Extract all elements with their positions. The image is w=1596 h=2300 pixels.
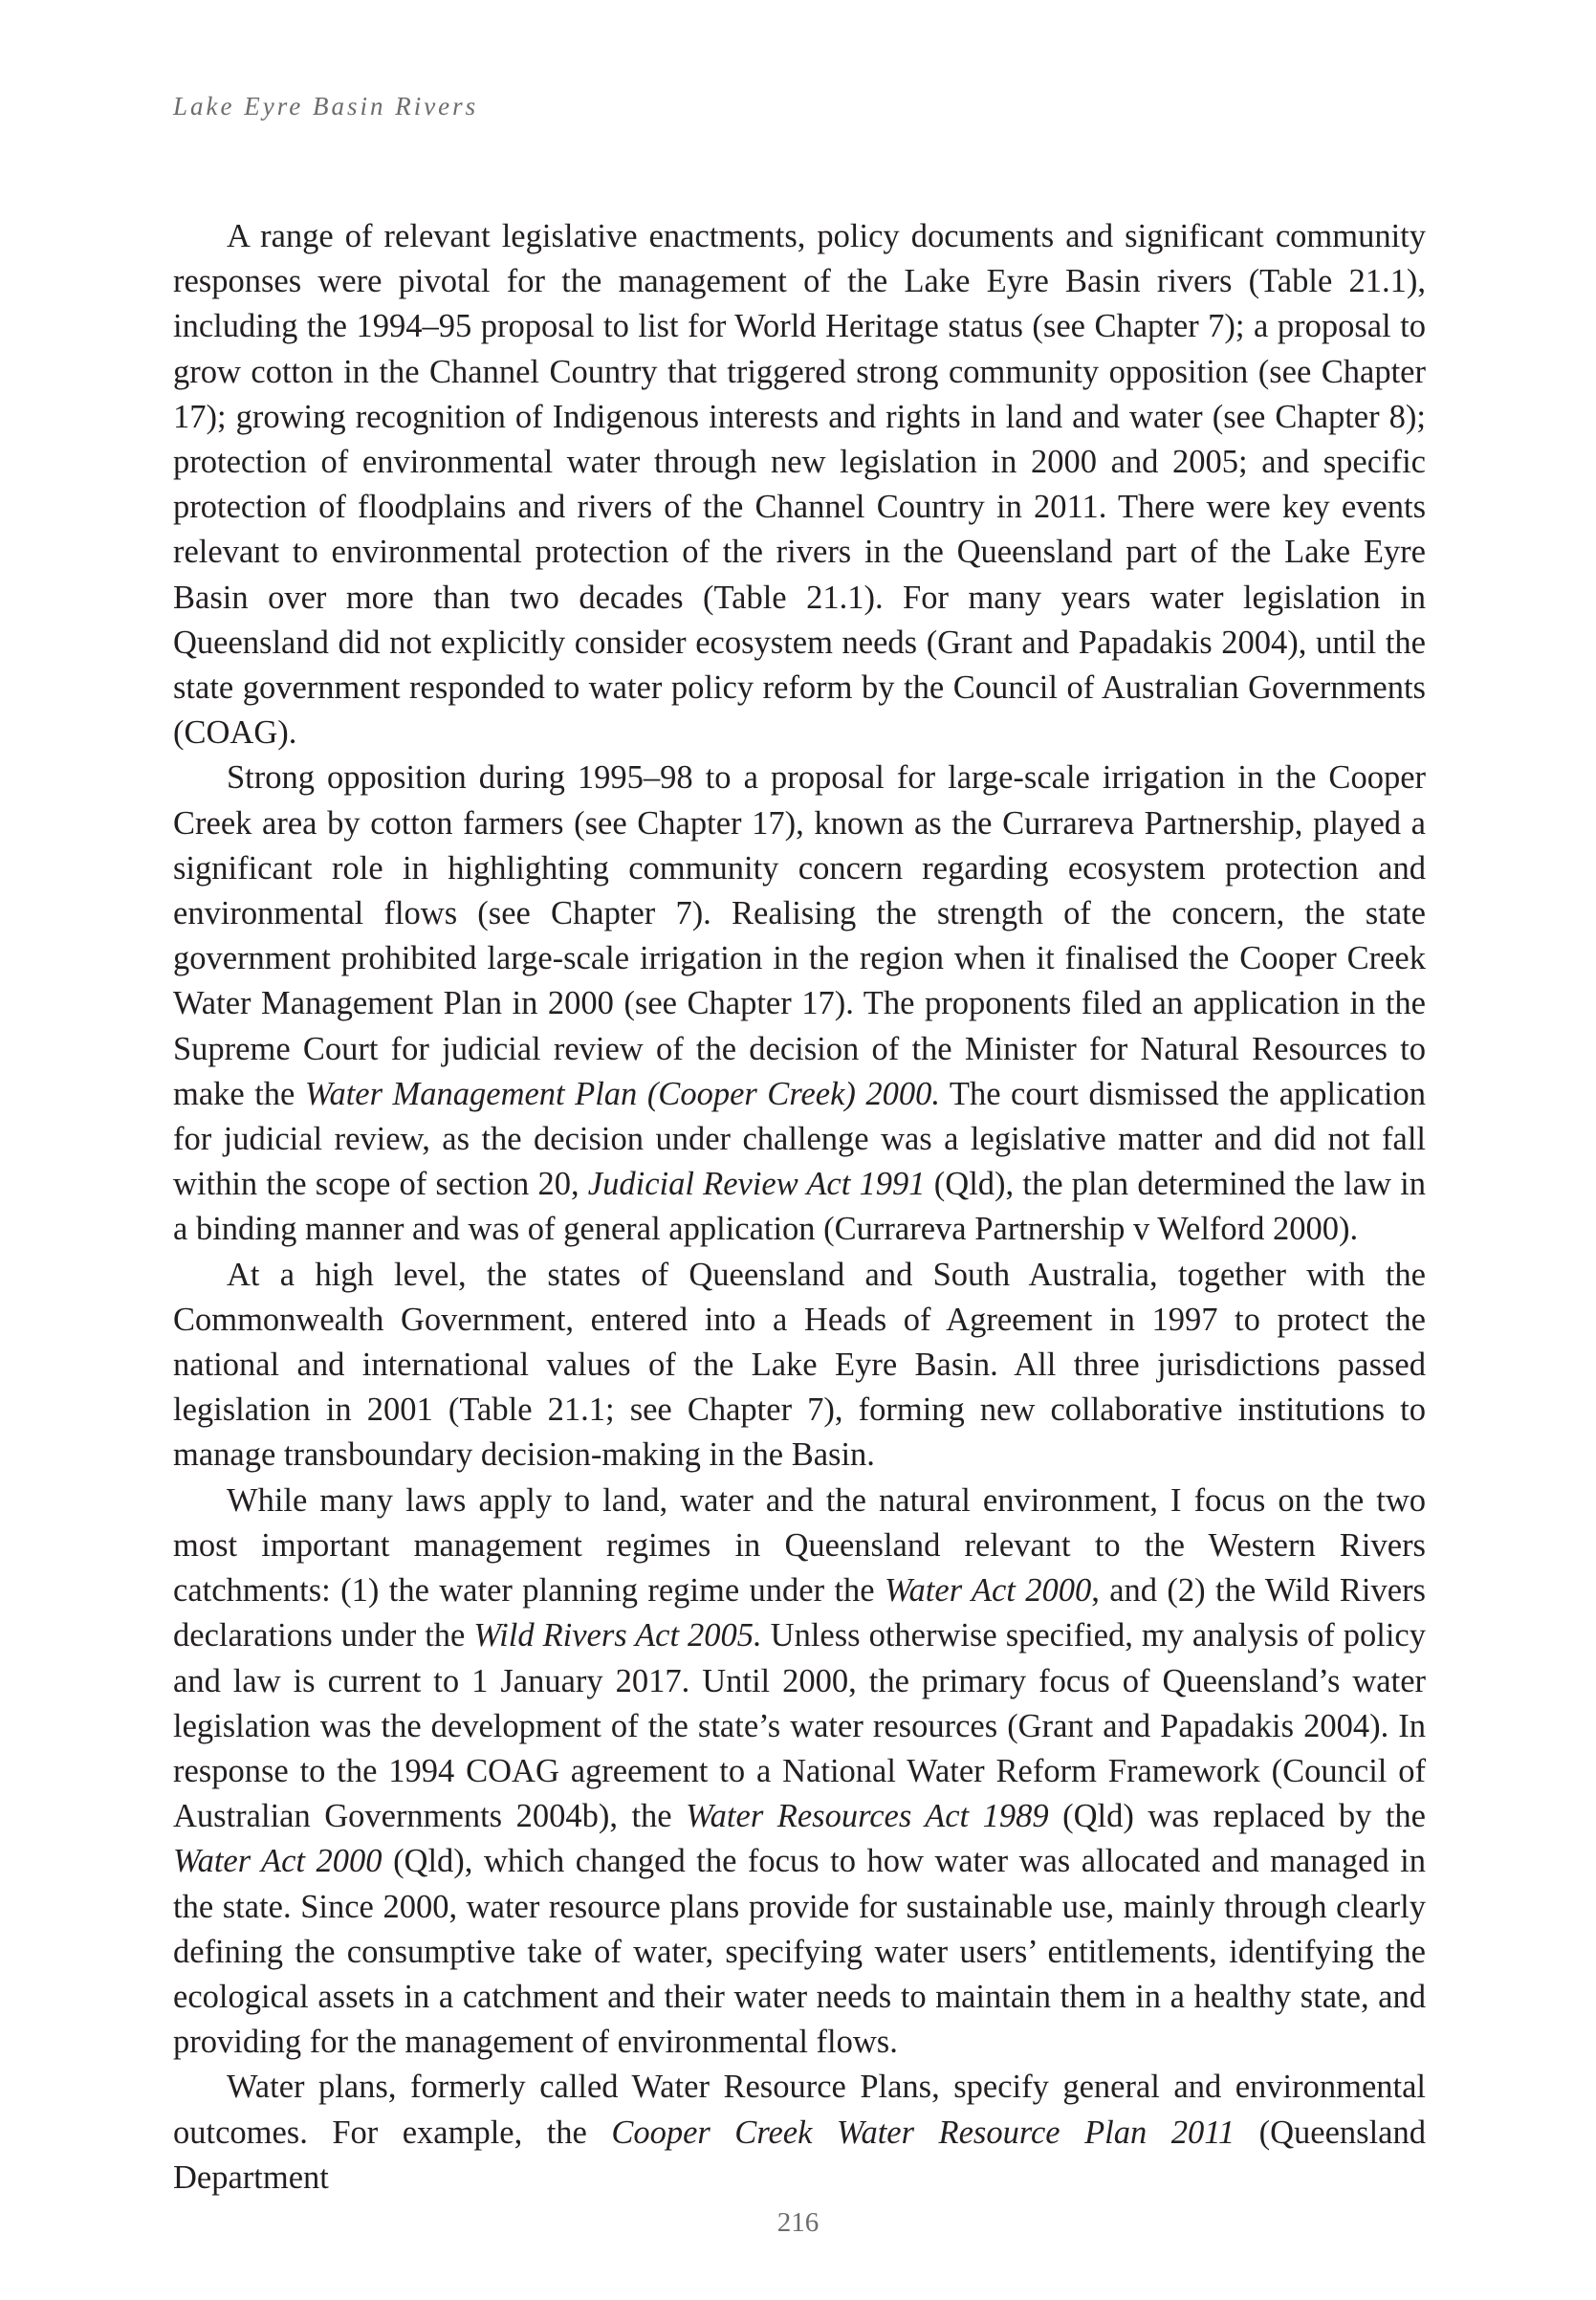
italic-citation: Cooper Creek Water Resource Plan 2011	[611, 2114, 1235, 2151]
page-number: 216	[776, 2207, 820, 2238]
text-run: While many laws apply to land, water and the natural environment, I focus on the two most important management regimes in Queensland relevant to the Western Rivers catchments: (1) the water planning regime under the	[173, 1481, 1426, 1610]
paragraph	[173, 214, 1426, 756]
italic-citation: Wild Rivers Act 2005.	[473, 1617, 762, 1654]
text-run: Strong opposition during 1995–98 to a proposal for large-scale irrigation in the Cooper Creek area by cotton farmers (see Chapter 17), known as the Currareva Partnership, played a significant role in highlighting community concern regarding ecosystem protection and environmental flows (see Chapter 7). Realising the strength of the concern, the state government prohibited large-scale irrigation in the region when it finalised the Cooper Creek Water Management Plan in 2000 (see Chapter 17). The proponents filed an application in the Supreme Court for judicial review of the decision of the Minister for Natural Resources to make the	[173, 759, 1426, 1112]
italic-citation: Water Act 2000	[173, 1843, 383, 1880]
running-header: Lake Eyre Basin Rivers	[173, 92, 479, 120]
body-text	[173, 214, 1426, 2201]
text-run: A range of relevant legislative enactments, policy documents and significant community responses were pivotal for the management of the Lake Eyre Basin rivers (Table 21.1), including the 1994–95 proposal to list for World Heritage status (see Chapter 7); a proposal to grow cotton in the Channel Country that triggered strong community opposition (see Chapter 17); growing recognition of Indigenous interests and rights in land and water (see Chapter 8); protection of environmental water through new legislation in 2000 and 2005; and specific protection of floodplains and rivers of the Channel Country in 2011. There were key events relevant to environmental protection of the rivers in the Queensland part of the Lake Eyre Basin over more than two decades (Table 21.1). For many years water legislation in Queensland did not explicitly consider ecosystem needs (Grant and Papadakis 2004), until the state government responded to water policy reform by the Council of Australian Governments (COAG).	[173, 218, 1426, 752]
italic-citation: Water Resources Act 1989	[686, 1798, 1049, 1835]
text-run: At a high level, the states of Queensland and South Australia, together with the Commonwealth Government, entered into a Heads of Agreement in 1997 to protect the national and international values of the Lake Eyre Basin. All three jurisdictions passed legislation in 2001 (Table 21.1; see Chapter 7), forming new collaborative institutions to manage transboundary decision-making in the Basin.	[173, 1256, 1426, 1474]
paragraph	[173, 756, 1426, 1252]
text-run: Unless otherwise specified, my analysis of policy and law is current to 1 January 2017. Until 2000, the primary focus of Queensland’s water legislation was the development of the state’s water resources (Grant and Papadakis 2004). In response to the 1994 COAG agreement to a National Water Reform Framework (Council of Australian Governments 2004b), the	[173, 1617, 1426, 1835]
italic-citation: Judicial Review Act 1991	[587, 1166, 926, 1203]
text-run: (Qld), the plan determined the law in a binding manner and was of general application (Currareva Partnership v Welford 2000).	[173, 1166, 1426, 1248]
text-run: , and (2) the Wild Rivers declarations under the	[173, 1572, 1426, 1654]
text-run: (Qld) was replaced by the	[1048, 1798, 1426, 1835]
text-run: (Qld), which changed the focus to how water was allocated and managed in the state. Since 2000, water resource plans provide for sustainable use, mainly through clearly defining the consumptive take of water, specifying water users’ entitlements, identifying the ecological assets in a catchment and their water needs to maintain them in a healthy state, and providing for the management of environmental flows.	[173, 1843, 1426, 2061]
text-run: The court dismissed the application for judicial review, as the decision under challenge was a legislative matter and did not fall within the scope of section 20,	[173, 1075, 1426, 1203]
paragraph	[173, 1253, 1426, 1479]
paragraph	[173, 2065, 1426, 2201]
italic-citation: Water Act 2000	[884, 1572, 1092, 1610]
italic-citation: Water Management Plan (Cooper Creek) 2000.	[304, 1075, 941, 1112]
text-run: Water plans, formerly called Water Resource Plans, specify general and environmental outcomes. For example, the	[173, 2069, 1426, 2151]
text-run: (Queensland Department	[173, 2114, 1426, 2196]
paragraph	[173, 1479, 1426, 2066]
